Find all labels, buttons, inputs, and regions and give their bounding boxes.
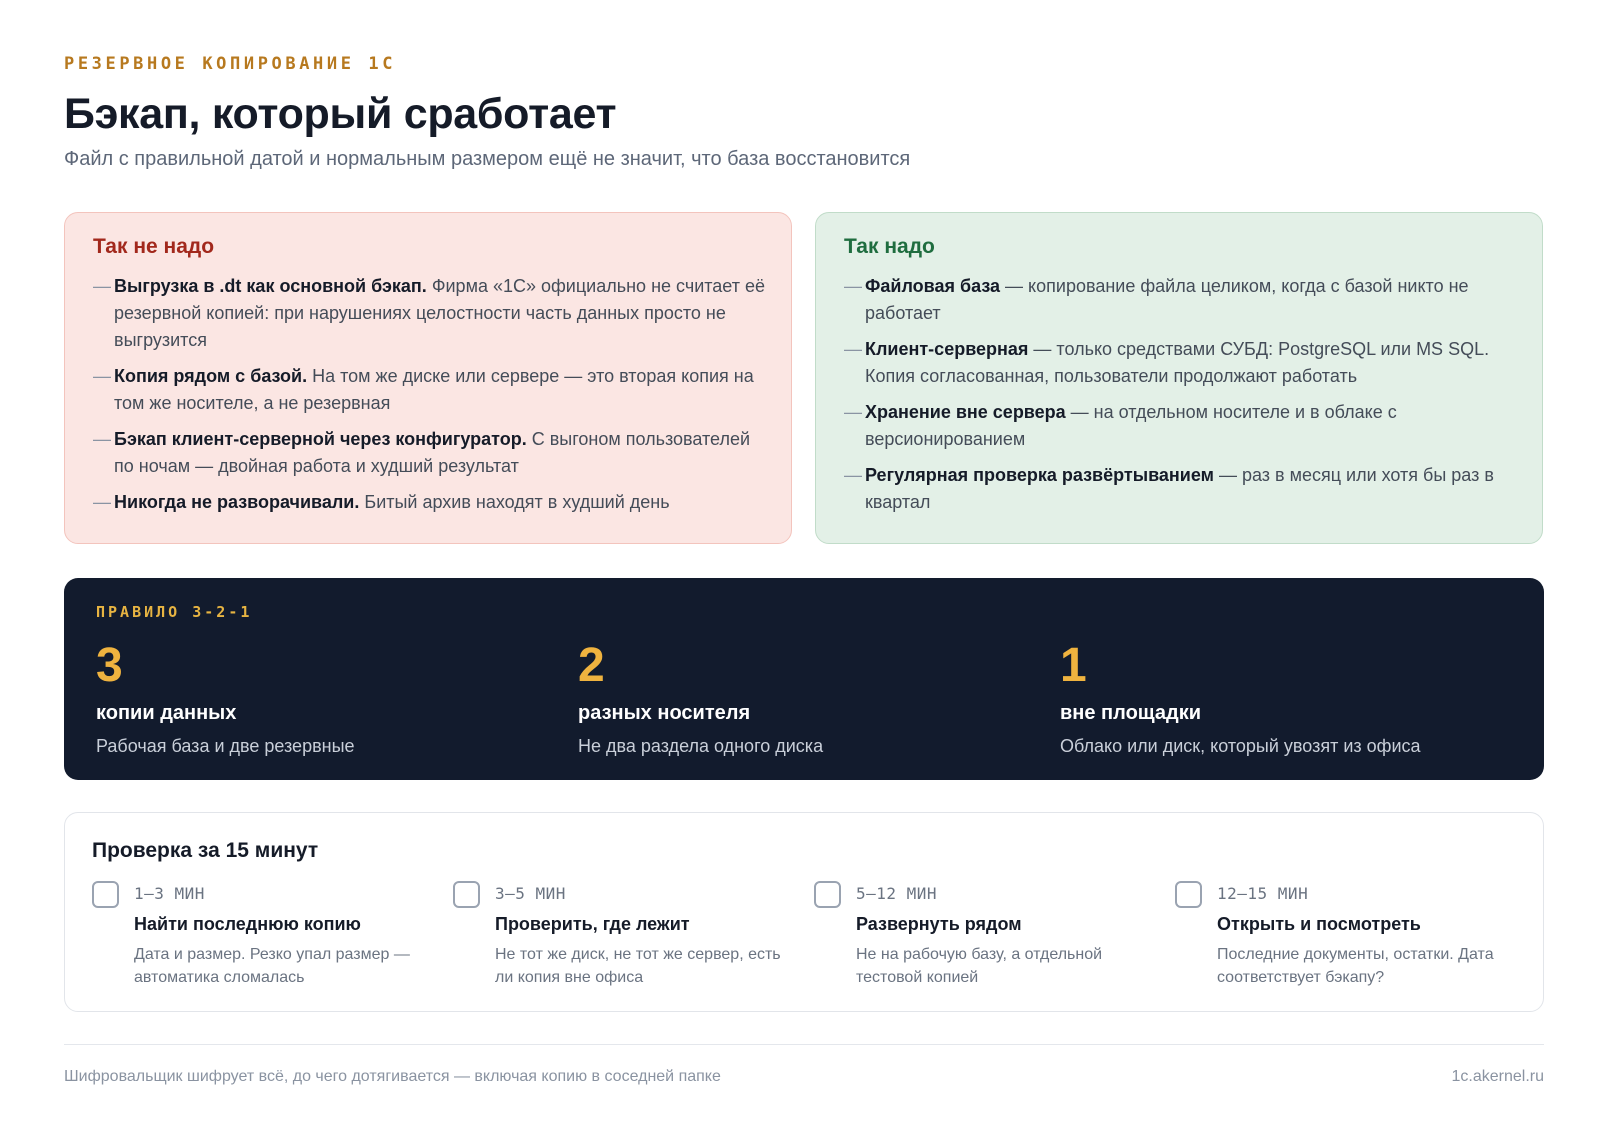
rule-column-media [578, 634, 1018, 757]
checkbox[interactable] [453, 881, 480, 908]
step-description: Не тот же диск, не тот же сервер, есть ли копия вне офиса [495, 946, 781, 986]
step-time: 1–3 МИН [134, 884, 205, 903]
rule-heading: вне площадки [1060, 702, 1202, 724]
checklist-panel [64, 812, 1544, 1012]
footer-site-link[interactable]: 1c.akernel.ru [1451, 1068, 1544, 1085]
do-item [844, 399, 1516, 453]
do-card [815, 212, 1543, 544]
rule-number: 3 [96, 639, 123, 692]
checklist-title: Проверка за 15 минут [92, 839, 319, 862]
checkbox[interactable] [92, 881, 119, 908]
step-heading: Открыть и посмотреть [1217, 914, 1421, 934]
rule-heading: копии данных [96, 702, 237, 724]
dash-marker: — [844, 465, 862, 485]
rule-number: 1 [1060, 639, 1087, 692]
dont-item [93, 363, 765, 417]
do-item-bold: Хранение вне сервера [865, 402, 1066, 422]
rule-description: Рабочая база и две резервные [96, 736, 355, 756]
step-time: 3–5 МИН [495, 884, 566, 903]
dash-marker: — [93, 429, 111, 449]
rule-number: 2 [578, 639, 605, 692]
checkbox[interactable] [1175, 881, 1202, 908]
dont-card [64, 212, 792, 544]
do-item-bold: Файловая база [865, 276, 1001, 296]
step-time: 5–12 МИН [856, 884, 938, 903]
dont-item-text: На том же диске или сервере — это вторая копия на том же носителе, а не резервная [114, 366, 754, 413]
dash-marker: — [844, 339, 862, 359]
do-item-text: — раз в месяц или хотя бы раз в квартал [865, 465, 1494, 512]
step-heading: Развернуть рядом [856, 914, 1022, 934]
dash-marker: — [93, 492, 111, 512]
rule-column-copies [96, 634, 536, 757]
do-heading: Так надо [844, 235, 935, 258]
dont-item-bold: Бэкап клиент-серверной через конфигуратор. [114, 429, 527, 449]
page-title: Бэкап, который сработает [64, 90, 617, 138]
dash-marker: — [844, 402, 862, 422]
dont-item-bold: Копия рядом с базой. [114, 366, 308, 386]
do-item-bold: Клиент-серверная [865, 339, 1029, 359]
footer-divider [64, 1044, 1544, 1045]
do-item [844, 462, 1516, 516]
dont-heading: Так не надо [93, 235, 215, 258]
step-description: Дата и размер. Резко упал размер — автоматика сломалась [134, 946, 410, 986]
eyebrow-label: РЕЗЕРВНОЕ КОПИРОВАНИЕ 1С [64, 54, 397, 74]
dont-item [93, 273, 765, 354]
rule-column-offsite [1060, 634, 1500, 757]
dont-item-text: С выгоном пользователей по ночам — двойная работа и худший результат [114, 429, 751, 476]
dont-item-bold: Выгрузка в .dt как основной бэкап. [114, 276, 427, 296]
do-item-text: — только средствами СУБД: PostgreSQL или MS SQL. Копия согласованная, пользователи продолжают работать [865, 339, 1490, 386]
step-time: 12–15 МИН [1217, 884, 1309, 903]
dash-marker: — [93, 276, 111, 296]
dont-item [93, 426, 765, 480]
step-description: Последние документы, остатки. Дата соответствует бэкапу? [1217, 946, 1494, 986]
dont-item-text: Битый архив находят в худший день [359, 492, 670, 512]
page-subtitle: Файл с правильной датой и нормальным размером ещё не значит, что база восстановится [64, 148, 911, 170]
do-item-text: — на отдельном носителе и в облаке с версионированием [865, 402, 1397, 449]
rule-label: ПРАВИЛО 3-2-1 [96, 603, 253, 621]
rule-description: Не два раздела одного диска [578, 736, 824, 756]
footer-note: Шифровальщик шифрует всё, до чего дотягивается — включая копию в соседней папке [64, 1068, 721, 1085]
step-heading: Найти последнюю копию [134, 914, 361, 934]
step-heading: Проверить, где лежит [495, 914, 690, 934]
do-item-text: — копирование файла целиком, когда с базой никто не работает [865, 276, 1469, 323]
dash-marker: — [844, 276, 862, 296]
rule-description: Облако или диск, который увозят из офиса [1060, 736, 1421, 756]
dash-marker: — [93, 366, 111, 386]
do-item [844, 273, 1516, 327]
checkbox[interactable] [814, 881, 841, 908]
dont-item-bold: Никогда не разворачивали. [114, 492, 360, 512]
step-description: Не на рабочую базу, а отдельной тестовой копией [856, 946, 1103, 986]
do-item-bold: Регулярная проверка развёртыванием [865, 465, 1214, 485]
dont-item-text: Фирма «1С» официально не считает её резервной копией: при нарушениях целостности часть данных просто не выгрузится [114, 276, 765, 350]
dont-item [93, 489, 765, 516]
do-item [844, 336, 1516, 390]
rule-321-panel [64, 578, 1544, 780]
rule-heading: разных носителя [578, 702, 751, 724]
